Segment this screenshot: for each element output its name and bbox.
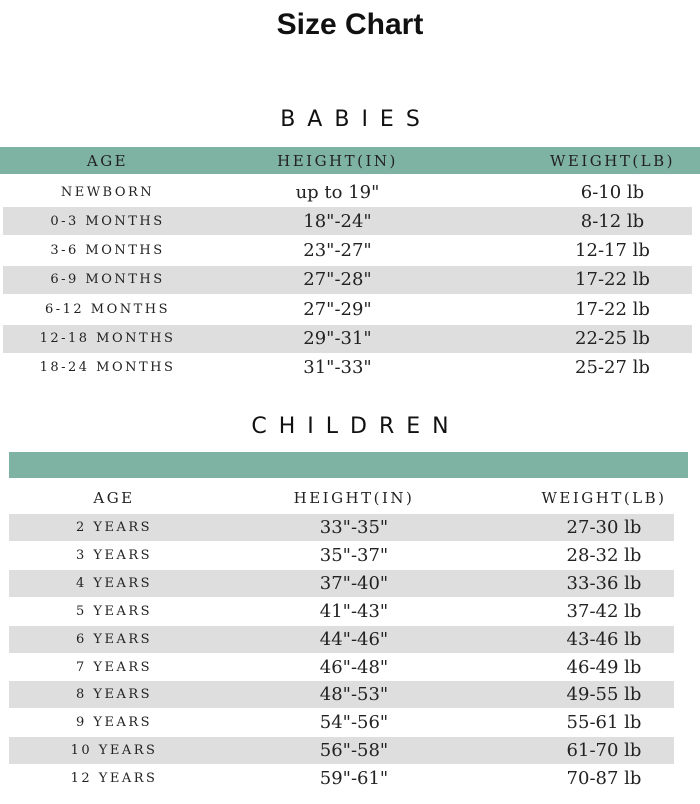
cell-height: up to 19" (295, 181, 380, 203)
children-header-height: HEIGHT(IN) (293, 489, 415, 507)
cell-age: 12 YEARS (70, 771, 158, 787)
table-row (9, 542, 674, 569)
table-row (3, 266, 692, 294)
babies-header-height: HEIGHT(IN) (277, 151, 398, 170)
table-row (3, 207, 692, 235)
cell-age: 9 YEARS (75, 715, 153, 731)
cell-weight: 43-46 lb (566, 628, 642, 650)
cell-height: 27"-29" (303, 298, 372, 320)
cell-age: 4 YEARS (75, 575, 153, 591)
cell-height: 33"-35" (319, 517, 389, 538)
cell-height: 54"-56" (319, 712, 389, 734)
cell-weight: 25-27 lb (575, 357, 650, 379)
cell-age: NEWBORN (60, 184, 155, 200)
children-header-row (9, 484, 674, 512)
cell-age: 0-3 MONTHS (50, 213, 165, 229)
cell-height: 41"-43" (319, 600, 389, 622)
cell-weight: 12-17 lb (575, 240, 650, 262)
cell-weight: 55-61 lb (566, 712, 642, 734)
cell-age: 6-12 MONTHS (44, 301, 171, 317)
cell-weight: 49-55 lb (566, 684, 642, 706)
babies-section-title: BABIES (280, 107, 432, 132)
cell-height: 31"-33" (303, 357, 372, 379)
cell-age: 10 YEARS (70, 743, 158, 759)
babies-header-weight: WEIGHT(LB) (549, 151, 676, 170)
children-header-age: AGE (93, 489, 135, 507)
table-row (9, 765, 674, 792)
table-row (9, 514, 674, 541)
table-row (9, 737, 674, 764)
cell-height: 37"-40" (319, 572, 389, 594)
cell-height: 29"-31" (303, 328, 372, 349)
cell-weight: 8-12 lb (580, 210, 645, 232)
cell-weight: 6-10 lb (580, 181, 645, 203)
cell-age: 5 YEARS (75, 603, 153, 619)
table-row (3, 295, 692, 323)
table-row (3, 325, 692, 353)
table-row (9, 709, 674, 736)
cell-weight: 70-87 lb (566, 768, 642, 790)
page-title: Size Chart (276, 8, 424, 41)
cell-age: 6-9 MONTHS (50, 272, 165, 288)
cell-weight: 33-36 lb (566, 572, 642, 594)
children-accent-band (9, 452, 688, 478)
cell-height: 44"-46" (319, 628, 389, 650)
cell-age: 12-18 MONTHS (39, 331, 176, 346)
babies-header-age: AGE (86, 151, 129, 170)
cell-weight: 37-42 lb (566, 600, 642, 622)
table-row (9, 681, 674, 708)
cell-weight: 27-30 lb (566, 517, 642, 538)
table-row (9, 626, 674, 653)
cell-height: 48"-53" (319, 684, 389, 706)
table-row (3, 237, 692, 265)
table-row (9, 570, 674, 597)
table-row (9, 654, 674, 681)
babies-header-row (0, 147, 700, 174)
children-header-weight: WEIGHT(LB) (541, 489, 667, 507)
cell-weight: 46-49 lb (566, 656, 642, 678)
cell-height: 27"-28" (303, 269, 372, 291)
cell-age: 8 YEARS (75, 687, 153, 703)
cell-weight: 22-25 lb (575, 328, 650, 349)
cell-age: 18-24 MONTHS (39, 360, 176, 376)
cell-height: 18"-24" (303, 210, 372, 232)
cell-height: 46"-48" (319, 656, 389, 678)
cell-height: 23"-27" (303, 240, 372, 262)
cell-age: 7 YEARS (75, 659, 153, 675)
cell-age: 3 YEARS (75, 547, 153, 563)
cell-height: 35"-37" (319, 544, 389, 566)
cell-weight: 28-32 lb (566, 544, 642, 566)
table-row (3, 178, 692, 206)
cell-age: 3-6 MONTHS (50, 243, 165, 259)
cell-age: 2 YEARS (75, 520, 153, 535)
cell-weight: 17-22 lb (575, 298, 650, 320)
cell-weight: 17-22 lb (575, 269, 650, 291)
cell-weight: 61-70 lb (566, 740, 642, 762)
children-section-title: CHILDREN (251, 414, 461, 439)
cell-height: 59"-61" (319, 768, 389, 790)
table-row (9, 598, 674, 625)
table-row (3, 354, 692, 382)
cell-age: 6 YEARS (75, 631, 153, 647)
cell-height: 56"-58" (319, 740, 389, 762)
